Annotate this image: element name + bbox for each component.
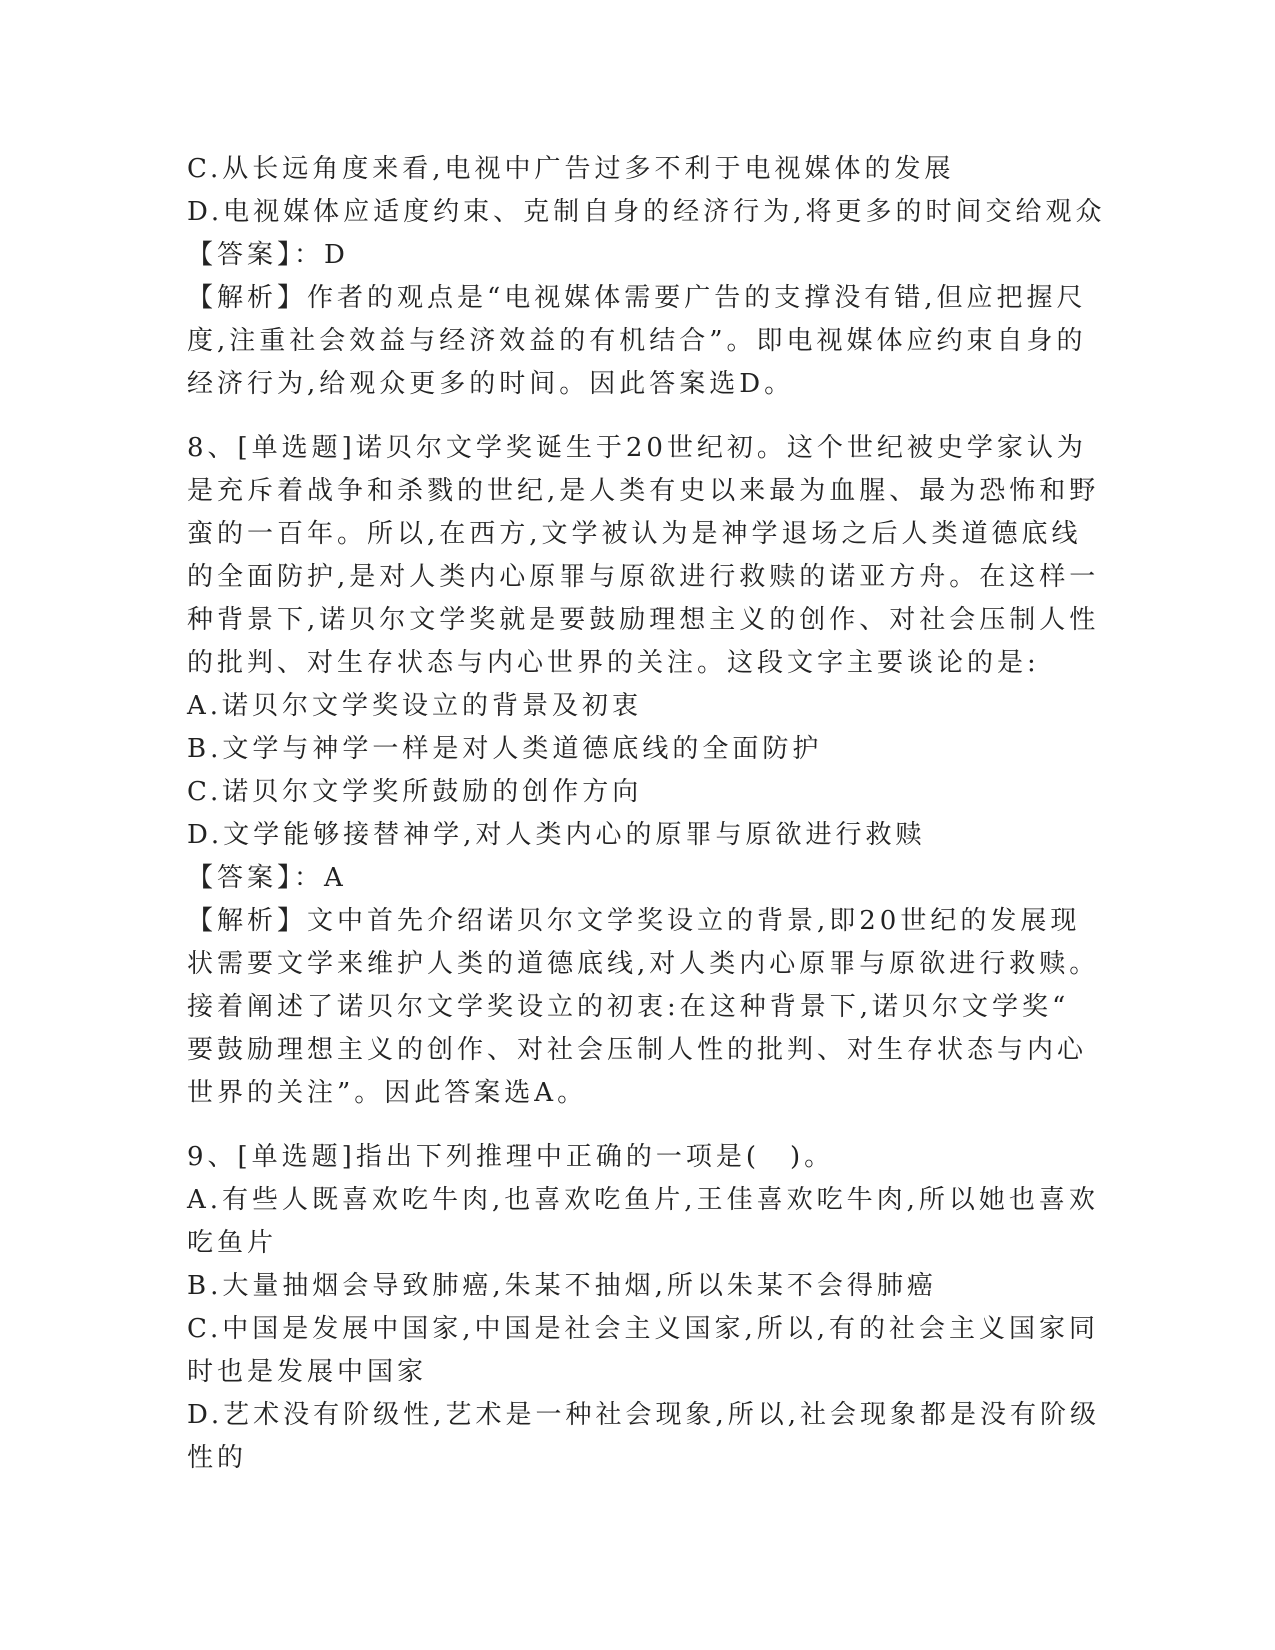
document-content [187,148,1106,1480]
q9-option-a-line-1: A.有些人既喜欢吃牛肉,也喜欢吃鱼片,王佳喜欢吃牛肉,所以她也喜欢 [187,1185,1099,1215]
q9-option-d-line-2: 性的 [187,1443,248,1473]
q9-option-b: B.大量抽烟会导致肺癌,朱某不抽烟,所以朱某不会得肺癌 [187,1271,937,1301]
q8-option-a: A.诺贝尔文学奖设立的背景及初衷 [187,691,643,721]
q8-stem-line-4: 的全面防护,是对人类内心原罪与原欲进行救赎的诺亚方舟。在这样一 [187,562,1100,592]
q8-stem-line-2: 是充斥着战争和杀戮的世纪,是人类有史以来最为血腥、最为恐怖和野 [187,476,1100,506]
q8-analysis-line-2: 状需要文学来维护人类的道德底线,对人类内心原罪与原欲进行救赎。 [187,949,1100,979]
q9-option-c-line-2: 时也是发展中国家 [187,1357,428,1387]
section-gap [187,406,1072,427]
q7-option-d: D.电视媒体应适度约束、克制自身的经济行为,将更多的时间交给观众 [187,197,1106,227]
q8-analysis-line-5: 世界的关注”。因此答案选A。 [187,1078,588,1108]
q7-option-c: C.从长远角度来看,电视中广告过多不利于电视媒体的发展 [187,154,955,184]
q8-option-d: D.文学能够接替神学,对人类内心的原罪与原欲进行救赎 [187,820,926,850]
q8-stem-line-5: 种背景下,诺贝尔文学奖就是要鼓励理想主义的创作、对社会压制人性 [187,605,1100,635]
q8-stem-line-1: 8、[单选题]诺贝尔文学奖诞生于20世纪初。这个世纪被史学家认为 [187,433,1087,463]
q7-analysis-line-3: 经济行为,给观众更多的时间。因此答案选D。 [187,369,795,399]
q8-stem-line-3: 蛮的一百年。所以,在西方,文学被认为是神学退场之后人类道德底线 [187,519,1082,549]
q8-analysis-line-4: 要鼓励理想主义的创作、对社会压制人性的批判、对生存状态与内心 [187,1035,1088,1065]
q9-option-d-line-1: D.艺术没有阶级性,艺术是一种社会现象,所以,社会现象都是没有阶级 [187,1400,1100,1430]
q7-analysis-line-1: 【解析】作者的观点是“电视媒体需要广告的支撑没有错,但应把握尺 [187,283,1087,313]
q8-option-b: B.文学与神学一样是对人类道德底线的全面防护 [187,734,823,764]
section-gap [187,1115,1072,1136]
q8-stem-line-6: 的批判、对生存状态与内心世界的关注。这段文字主要谈论的是: [187,648,1040,678]
q7-analysis-line-2: 度,注重社会效益与经济效益的有机结合”。即电视媒体应约束自身的 [187,326,1087,356]
q8-analysis-line-3: 接着阐述了诺贝尔文学奖设立的初衷:在这种背景下,诺贝尔文学奖“ [187,992,1070,1022]
q9-option-a-line-2: 吃鱼片 [187,1228,278,1258]
q7-answer: 【答案】：D [187,240,349,270]
q9-option-c-line-1: C.中国是发展中国家,中国是社会主义国家,所以,有的社会主义国家同 [187,1314,1100,1344]
q8-answer: 【答案】：A [187,863,347,893]
q8-analysis-line-1: 【解析】文中首先介绍诺贝尔文学奖设立的背景,即20世纪的发展现 [187,906,1081,936]
q9-stem: 9、[单选题]指出下列推理中正确的一项是( )。 [187,1142,835,1172]
q8-option-c: C.诺贝尔文学奖所鼓励的创作方向 [187,777,643,807]
